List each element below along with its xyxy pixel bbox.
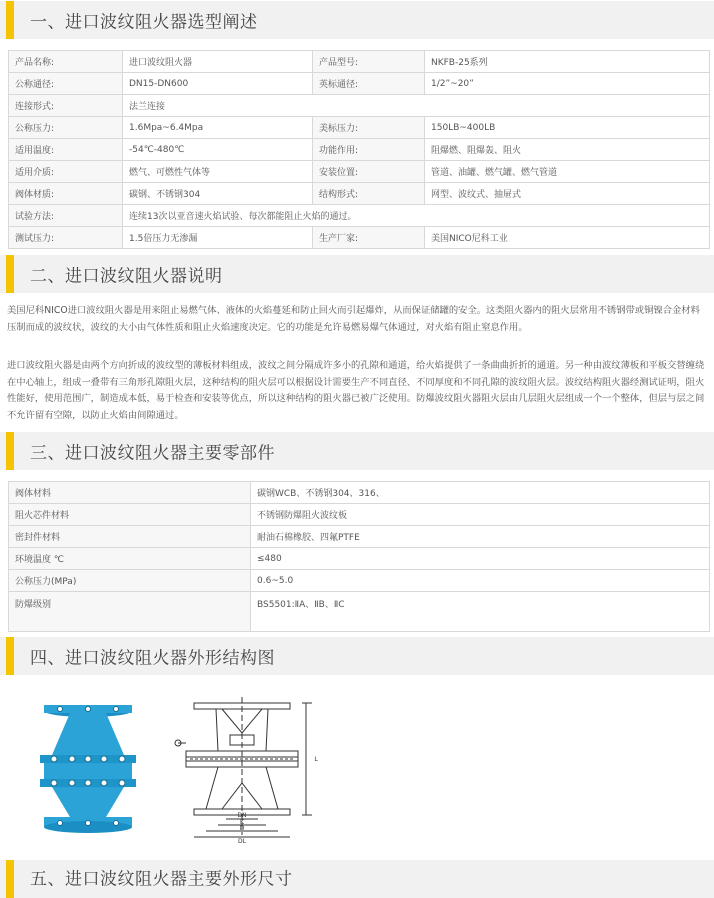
table-row bbox=[9, 51, 710, 73]
section-accent-bar bbox=[6, 432, 14, 470]
spec-label: 公称通径: bbox=[9, 73, 123, 95]
part-value: 碳钢WCB、不锈钢304、316、 bbox=[251, 482, 710, 504]
spec-label: 阀体材质: bbox=[9, 183, 123, 205]
spec-value: 150LB~400LB bbox=[425, 117, 710, 139]
spec-value: 阻爆燃、阻爆轰、阻火 bbox=[425, 139, 710, 161]
valve-illustration bbox=[40, 705, 136, 833]
section-title-1: 一、进口波纹阻火器选型阐述 bbox=[30, 12, 258, 33]
table-row bbox=[9, 183, 710, 205]
spec-value: 1.5倍压力无渗漏 bbox=[123, 227, 313, 249]
section-title-5: 五、进口波纹阻火器主要外形尺寸 bbox=[30, 869, 293, 890]
part-value: ≤480 bbox=[251, 548, 710, 570]
spec-label: 公称压力: bbox=[9, 117, 123, 139]
spec-label: 功能作用: bbox=[313, 139, 425, 161]
section-title-3: 三、进口波纹阻火器主要零部件 bbox=[30, 443, 275, 464]
spec-value: 1.6Mpa~6.4Mpa bbox=[123, 117, 313, 139]
section-accent-bar bbox=[6, 637, 14, 675]
section-title-4: 四、进口波纹阻火器外形结构图 bbox=[30, 648, 275, 669]
spec-value: 1/2”~20” bbox=[425, 73, 710, 95]
section-header-3 bbox=[0, 432, 714, 470]
spec-value: -54℃-480℃ bbox=[123, 139, 313, 161]
table-row bbox=[9, 548, 710, 570]
part-value: 不锈钢防爆阻火波纹板 bbox=[251, 504, 710, 526]
section-accent-bar bbox=[6, 1, 14, 39]
spec-label: 产品名称: bbox=[9, 51, 123, 73]
spec-value: DN15-DN600 bbox=[123, 73, 313, 95]
spec-table bbox=[8, 50, 710, 249]
spec-label: 试验方法: bbox=[9, 205, 123, 227]
spec-value: 燃气、可燃性气体等 bbox=[123, 161, 313, 183]
spec-label: 测试压力: bbox=[9, 227, 123, 249]
spec-value: NKFB-25系列 bbox=[425, 51, 710, 73]
table-row bbox=[9, 161, 710, 183]
part-label: 公称压力(MPa) bbox=[9, 570, 251, 592]
description-paragraph-2: 进口波纹阻火器是由两个方向折成的波纹型的薄板材料组成，波纹之间分隔成许多小的孔隙和通道，给火焰提供了一条曲曲折折的通道。另一种由波纹薄板和平板交替缠绕在中心轴上，组成一叠带有三角形孔隙阻火层，这种结构的阻火层可以根据设计需要生产不同直径、不同厚度和不同孔隙的波纹阻火层。波纹结构阻火器经测试证明，阻火性能好，使用范围广，制造成本低，易于检查和安装等优点，所以这种结构的阻火器已被广泛使用。防爆波纹阻火器阻火层由几层阻火层组成一个一个整体，但层与层之间不允许留有空隙，以防止火焰由间隙通过。 bbox=[7, 360, 705, 421]
section-accent-bar bbox=[6, 255, 14, 293]
table-row bbox=[9, 482, 710, 504]
spec-label: 产品型号: bbox=[313, 51, 425, 73]
spec-label: 安装位置: bbox=[313, 161, 425, 183]
table-row bbox=[9, 570, 710, 592]
table-row bbox=[9, 117, 710, 139]
section-header-4 bbox=[0, 637, 714, 675]
spec-label: 适用温度: bbox=[9, 139, 123, 161]
table-row bbox=[9, 504, 710, 526]
part-value: BS5501:ⅡA、ⅡB、ⅡC bbox=[251, 592, 710, 632]
structure-diagram bbox=[30, 685, 330, 845]
part-label: 环境温度 ℃ bbox=[9, 548, 251, 570]
table-row bbox=[9, 205, 710, 227]
part-label: 阀体材料 bbox=[9, 482, 251, 504]
dim-label-l: L bbox=[314, 756, 318, 763]
section-header-1 bbox=[0, 1, 714, 39]
description-paragraph-1: 美国尼科NICO进口波纹阻火器是用来阻止易燃气体、液体的火焰蔓延和防止回火而引起爆炸，从而保证储罐的安全。这类阻火器内的阻火层常用不锈钢带或铜镍合金材料压制而成的波纹状，波纹的大小由气体性质和阻止火焰速度决定。它的功能是允许易燃易爆气体通过，对火焰有阻止窒息作用。 bbox=[7, 305, 700, 333]
table-row bbox=[9, 73, 710, 95]
spec-label: 美标压力: bbox=[313, 117, 425, 139]
spec-label: 英标通径: bbox=[313, 73, 425, 95]
spec-label: 结构形式: bbox=[313, 183, 425, 205]
table-row bbox=[9, 526, 710, 548]
part-label: 阻火芯件材料 bbox=[9, 504, 251, 526]
parts-table bbox=[8, 481, 710, 632]
spec-value: 连续13次以亚音速火焰试验、每次都能阻止火焰的通过。 bbox=[123, 205, 710, 227]
part-label: 防爆级别 bbox=[9, 592, 251, 632]
section-header-2 bbox=[0, 255, 714, 293]
spec-value: 美国NICO尼科工业 bbox=[425, 227, 710, 249]
spec-value: 进口波纹阻火器 bbox=[123, 51, 313, 73]
spec-label: 连接形式: bbox=[9, 95, 123, 117]
spec-label: 生产厂家: bbox=[313, 227, 425, 249]
spec-value: 碳钢、不锈钢304 bbox=[123, 183, 313, 205]
dim-label-dn: DN bbox=[237, 812, 247, 819]
table-row bbox=[9, 227, 710, 249]
section-accent-bar bbox=[6, 860, 14, 898]
spec-label: 适用介质: bbox=[9, 161, 123, 183]
table-row bbox=[9, 592, 710, 632]
dim-label-dl: DL bbox=[238, 838, 246, 845]
part-label: 密封件材料 bbox=[9, 526, 251, 548]
spec-value: 网型、波纹式、抽屉式 bbox=[425, 183, 710, 205]
spec-value: 管道、油罐、燃气罐、燃气管道 bbox=[425, 161, 710, 183]
dim-label-k: K bbox=[240, 819, 244, 826]
section-title-2: 二、进口波纹阻火器说明 bbox=[30, 266, 223, 287]
part-value: 耐油石棉橡胶、四氟PTFE bbox=[251, 526, 710, 548]
part-value: 0.6~5.0 bbox=[251, 570, 710, 592]
table-row bbox=[9, 139, 710, 161]
section-header-5 bbox=[0, 860, 714, 898]
dim-label-d: D bbox=[239, 825, 245, 832]
spec-value: 法兰连接 bbox=[123, 95, 710, 117]
table-row bbox=[9, 95, 710, 117]
